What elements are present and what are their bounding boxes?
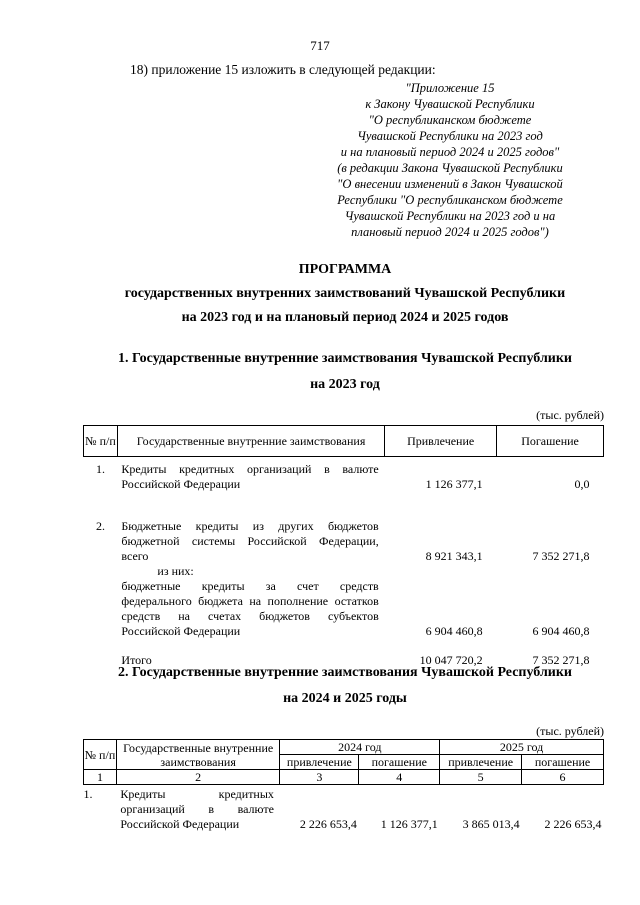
header-year-2025: 2025 год bbox=[440, 740, 604, 755]
row-name: Кредиты кредитных организаций в валюте Российской Федерации bbox=[121, 462, 379, 491]
header-name: Государственные внутренние заимствования bbox=[116, 740, 280, 770]
appendix-line: "Приложение 15 bbox=[405, 81, 495, 95]
header-name: Государственные внутренние заимствования bbox=[117, 426, 384, 457]
section-title-line: на 2023 год bbox=[310, 377, 380, 392]
column-number: 1 bbox=[84, 770, 117, 785]
of-them-label: из них: bbox=[157, 564, 194, 578]
row-borrow: 8 921 343,1 bbox=[425, 549, 483, 563]
document-title bbox=[60, 258, 630, 330]
table-header bbox=[84, 740, 604, 755]
total-repay: 7 352 271,8 bbox=[532, 653, 590, 667]
row-name: Кредиты кредитных организаций в валюте Российской Федерации bbox=[120, 787, 274, 831]
row-repay: 6 904 460,8 bbox=[532, 624, 590, 638]
column-number: 6 bbox=[522, 770, 604, 785]
appendix-line: (в редакции Закона Чувашской Республики bbox=[337, 161, 563, 175]
column-number: 2 bbox=[116, 770, 280, 785]
title-line: государственных внутренних заимствований Чувашской Республики bbox=[124, 286, 566, 301]
row-repay-2025: 2 226 653,4 bbox=[544, 817, 602, 831]
table-header bbox=[84, 426, 604, 457]
row-num: 1. bbox=[83, 787, 93, 801]
table-row bbox=[84, 457, 604, 493]
row-name: бюджетные кредиты за счет средств федерального бюджета на пополнение остатков средств на счетах бюджетов субъектов Российской Федерации bbox=[121, 579, 379, 638]
column-number: 4 bbox=[359, 770, 440, 785]
intro-text: 18) приложение 15 изложить в следующей редакции: bbox=[130, 62, 436, 77]
appendix-line: к Закону Чувашской Республики bbox=[365, 97, 535, 111]
row-num: 1. bbox=[95, 462, 105, 476]
table-2024-2025 bbox=[83, 739, 604, 832]
row-num: 2. bbox=[95, 519, 105, 533]
unit-label: (тыс. рублей) bbox=[536, 408, 604, 422]
appendix-heading bbox=[300, 80, 600, 240]
section2-title bbox=[60, 660, 630, 712]
total-label: Итого bbox=[121, 653, 152, 667]
row-repay: 7 352 271,8 bbox=[532, 549, 590, 563]
appendix-line: Чувашской Республики на 2023 год bbox=[357, 129, 543, 143]
header-repay: Погашение bbox=[497, 426, 604, 457]
header-repay: погашение bbox=[522, 755, 604, 770]
appendix-line: Республики "О республиканском бюджете bbox=[337, 193, 563, 207]
section1-title bbox=[60, 346, 630, 398]
total-borrow: 10 047 720,2 bbox=[419, 653, 483, 667]
column-number: 3 bbox=[280, 770, 359, 785]
header-num: № п/п bbox=[84, 426, 118, 457]
title-line: на 2023 год и на плановый период 2024 и 2025 годов bbox=[181, 310, 509, 325]
table-row bbox=[84, 564, 604, 579]
row-borrow-2024: 2 226 653,4 bbox=[299, 817, 357, 831]
appendix-line: "О внесении изменений в Закон Чувашской bbox=[337, 177, 563, 191]
header-borrow: Привлечение bbox=[385, 426, 497, 457]
column-numbers-row bbox=[84, 770, 604, 785]
section-title-line: 2. Государственные внутренние заимствования Чувашской Республики bbox=[118, 665, 572, 680]
table-row bbox=[84, 579, 604, 639]
section-title-line: 1. Государственные внутренние заимствования Чувашской Республики bbox=[118, 351, 572, 366]
appendix-line: плановый период 2024 и 2025 годов") bbox=[351, 225, 549, 239]
appendix-line: и на плановый период 2024 и 2025 годов" bbox=[340, 145, 560, 159]
header-borrow: привлечение bbox=[440, 755, 522, 770]
title-line: ПРОГРАММА bbox=[298, 262, 392, 277]
row-repay-2024: 1 126 377,1 bbox=[380, 817, 438, 831]
column-number: 5 bbox=[440, 770, 522, 785]
header-borrow: привлечение bbox=[280, 755, 359, 770]
page-number: 717 bbox=[310, 38, 330, 53]
section-title-line: на 2024 и 2025 годы bbox=[283, 691, 407, 706]
table-row bbox=[84, 785, 604, 833]
appendix-line: "О республиканском бюджете bbox=[368, 113, 532, 127]
table-2023 bbox=[83, 425, 604, 668]
row-borrow: 1 126 377,1 bbox=[425, 477, 483, 491]
row-repay: 0,0 bbox=[574, 477, 590, 491]
row-name: Бюджетные кредиты из других бюджетов бюджетной системы Российской Федерации, всего bbox=[121, 519, 379, 563]
row-borrow-2025: 3 865 013,4 bbox=[462, 817, 520, 831]
header-repay: погашение bbox=[359, 755, 440, 770]
header-num: № п/п bbox=[84, 740, 117, 770]
unit-label: (тыс. рублей) bbox=[536, 724, 604, 738]
header-year-2024: 2024 год bbox=[280, 740, 440, 755]
appendix-line: Чувашской Республики на 2023 год и на bbox=[344, 209, 556, 223]
table-row bbox=[84, 492, 604, 564]
row-borrow: 6 904 460,8 bbox=[425, 624, 483, 638]
